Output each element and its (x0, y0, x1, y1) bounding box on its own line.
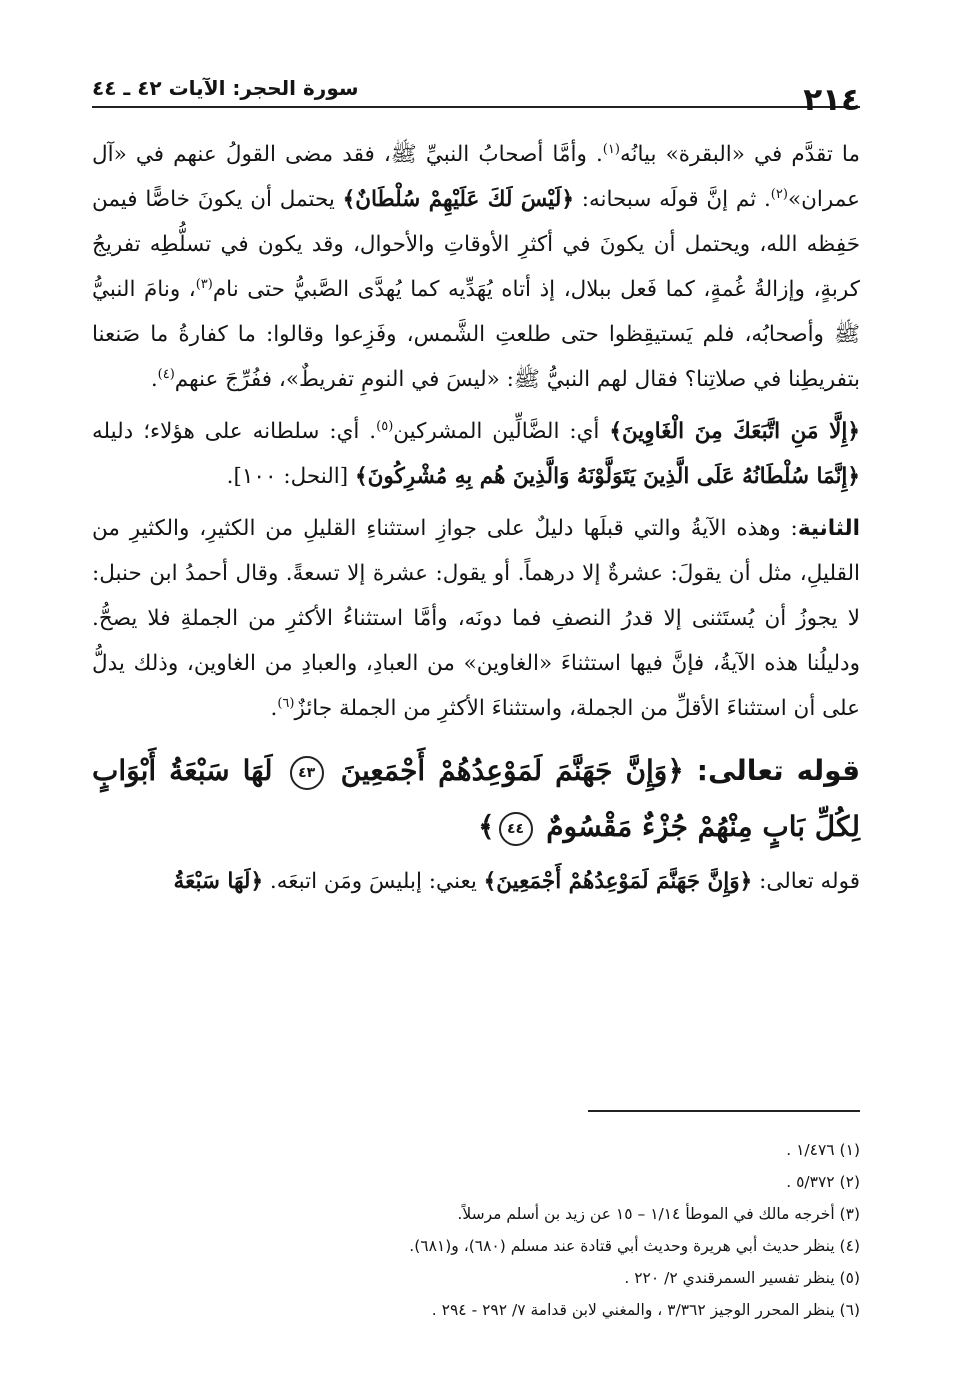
quran-verse: ﴿وَإِنَّ جَهَنَّمَ لَمَوْعِدُهُمْ أَجْمَعِينَ (340, 754, 684, 787)
heading-label: قوله تعالى: (696, 754, 861, 787)
main-text (92, 132, 860, 904)
text-run: يحتمل أن يكونَ خاصًّا فيمن حَفِظه الله، ويحتمل أن يكونَ في أكثرِ الأوقاتِ والأحوال، وقد يكون في تسلُّطِه تفريجُ كربةٍ، وإزالةُ غُمةٍ، كما فَعل ببلال، إذ أتاه يُهَدِّيه كما يُهدَّى الصَّبيُّ حتى نام (92, 187, 860, 302)
text-run: . أي: سلطانه على هؤلاء؛ دليله (92, 419, 377, 444)
book-page (92, 64, 860, 1354)
page-header (92, 64, 860, 118)
text-run: ما تقدَّم في «البقرة» بيانُه (619, 142, 860, 167)
footnote-3: (٣) أخرجه مالك في الموطأ ١/١٤ – ١٥ عن زيد بن أسلم مرسلاً. (457, 1205, 860, 1223)
quran-verse: ﴿إِلَّا مَنِ اتَّبَعَكَ مِنَ الْغَاوِينَ﴾ (609, 419, 860, 444)
footnote-ref-5: (٥) (376, 418, 394, 434)
quran-verse: ﴿إِنَّمَا سُلْطَانُهُ عَلَى الَّذِينَ يَتَوَلَّوْنَهُ وَالَّذِينَ هُم بِهِ مُشْرِكُونَ﴾ (354, 464, 860, 489)
footnote-ref-6: (٦) (277, 695, 295, 711)
quran-verse: لَهَا سَبْعَةُ أَبْوَابٍ لِكُلِّ بَابٍ مِنْهُمْ جُزْءٌ مَقْسُومٌ (92, 754, 860, 843)
paragraph-4 (92, 859, 860, 904)
footnotes (92, 1134, 860, 1326)
paragraph-1 (92, 132, 860, 402)
surah-reference: [النحل: ١٠٠]. (226, 464, 349, 489)
footnote-6: (٦) ينظر المحرر الوجيز ٣/٣٦٢ ، والمغني لابن قدامة ٧/ ٢٩٢ - ٢٩٤ . (431, 1301, 860, 1319)
text-run: . ثم إنَّ قولَه سبحانه: (581, 187, 771, 212)
paragraph-3 (92, 506, 860, 731)
footnote-2: (٢) ٥/٣٧٢ . (786, 1173, 860, 1191)
verse-close-bracket: ﴾ (478, 810, 495, 843)
footnote-ref-1: (١) (602, 141, 620, 157)
footnote-ref-2: (٢) (770, 186, 788, 202)
quran-verse: ﴿لَيْسَ لَكَ عَلَيْهِمْ سُلْطَانٌ﴾ (342, 187, 574, 212)
text-run: : وهذه الآيةُ والتي قبلَها دليلٌ على جوازِ استثناءِ القليلِ من الكثيرِ، والكثيرِ من القليلِ، مثل أن يقولَ: عشرةٌ إلا درهماً. أو يقول: عشرة إلا تسعةً. وقال أحمدُ ابن حنبل: لا يجوزُ أن يُستَثنى إلا قدرُ النصفِ فما دونَه، وأمَّا استثناءُ الأكثرِ من الجملةِ فلا يصحُّ. ودليلُنا هذه الآيةُ، فإنَّ فيها استثناءَ «الغاوين» من العبادِ، والعبادِ من الغاوين، وذلك يدلُّ على أن استثناءَ الأقلِّ من الجملة، واستثناءَ الأكثرِ من الجملة جائزٌ (92, 516, 860, 721)
text-run: ، ونامَ النبيُّ ﷺ وأصحابُه، فلم يَستيقِظوا حتى طلعتِ الشَّمس، وفَزِعوا وقالوا: ما كفارةُ ما صَنعنا بتفريطِنا في صلاتِنا؟ فقال لهم النبيُّ ﷺ: «ليسَ في النومِ تفريطٌ»، ففُرِّجَ عنهم (92, 277, 860, 392)
text-run: . (270, 696, 278, 721)
footnote-divider (588, 1110, 860, 1112)
text-run: أي: الضَّالِّين المشركين (393, 419, 600, 444)
page-number: ٢١٤ (803, 82, 860, 118)
footnote-1: (١) ١/٤٧٦ . (786, 1141, 860, 1159)
running-title: سورة الحجر: الآيات ٤٢ ـ ٤٤ (92, 76, 359, 100)
footnote-4: (٤) ينظر حديث أبي هريرة وحديث أبي قتادة عند مسلم (٦٨٠)، و(٦٨١). (409, 1237, 860, 1255)
text-run: يعني: إبليسَ ومَن اتبعَه. (269, 869, 477, 894)
ayah-number-marker: ٤٤ (499, 812, 533, 846)
footnote-ref-4: (٤) (157, 366, 175, 382)
footnote-5: (٥) ينظر تفسير السمرقندي ٢/ ٢٢٠ . (624, 1269, 860, 1287)
text-run: . وأمَّا أصحابُ النبيِّ ﷺ، فقد مضى القولُ عنهم في «آل عمران» (92, 142, 860, 212)
text-run: . (150, 367, 158, 392)
footnote-ref-3: (٣) (195, 276, 213, 292)
quran-verse: ﴿وَإِنَّ جَهَنَّمَ لَمَوْعِدُهُمْ أَجْمَعِينَ﴾ (483, 869, 753, 894)
section-label: الثانية (797, 516, 860, 541)
quran-verse: ﴿لَهَا سَبْعَةُ (173, 869, 264, 894)
ayah-number-marker: ٤٣ (290, 756, 324, 790)
paragraph-2 (92, 409, 860, 499)
text-run: قوله تعالى: (759, 869, 860, 894)
verse-heading (92, 743, 860, 855)
